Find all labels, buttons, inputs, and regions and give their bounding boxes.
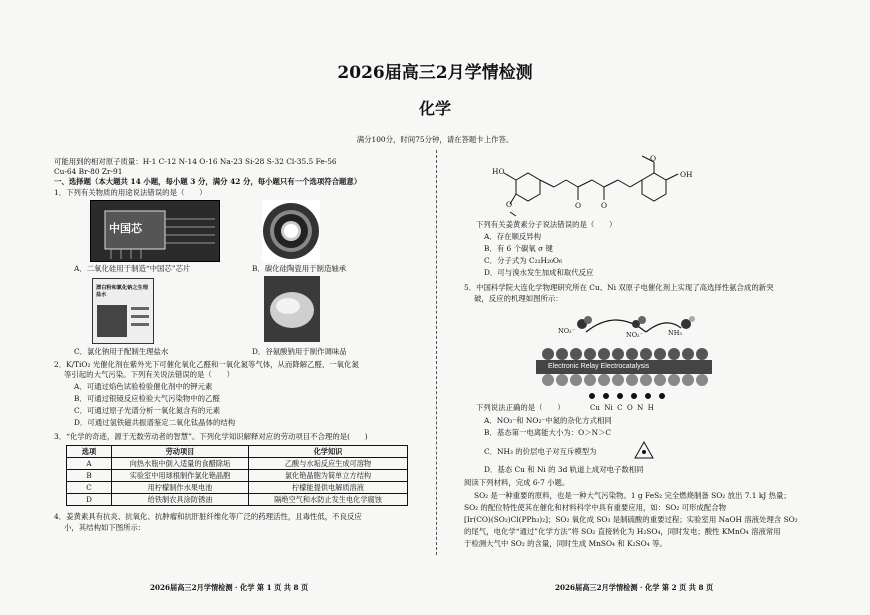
mol-oh-right: OH <box>680 170 693 179</box>
book-text-line <box>131 307 149 310</box>
q5-option-c: C．NH₃ 的价层电子对互斥模型为 <box>484 447 597 456</box>
table-header: 选项 <box>67 446 112 458</box>
legend-cu: Cu <box>590 404 600 412</box>
question-4: 4．姜黄素具有抗炎、抗氧化、抗肿瘤和抗肝脏纤维化等广泛的药理活性，且毒性低，不良反应 <box>54 512 362 521</box>
footer-left: 2026届高三2月学情检测 · 化学 第 1 页 共 8 页 <box>150 583 309 592</box>
q5-option-b: B．基态第一电离能大小为：O＞N＞C <box>484 428 612 437</box>
q1-option-b: B．碳化硅陶瓷用于制造轴承 <box>252 264 347 273</box>
q2-option-b: B．可通过银镜反应检验大气污染物中的乙醛 <box>74 394 220 403</box>
mol-ho-left: HO <box>492 167 505 176</box>
book-label: 漂白粉和氯化钠之生理盐水 <box>96 285 148 298</box>
label-nh3: NH₃ <box>668 329 682 337</box>
question-3: 3．“化学的奇迹，源于无数劳动者的智慧”。下列化学知识解释对应的劳动项目不合理的是( ) <box>54 432 368 441</box>
table-row <box>67 494 408 506</box>
legend-h: H <box>647 404 654 412</box>
section-heading: 一、选择题（本大题共 14 小题，每小题 3 分，满分 42 分，每小题只有一个选项符合题意） <box>54 177 362 186</box>
book-text-line <box>131 315 149 318</box>
footer-right: 2026届高三2月学情检测 · 化学 第 2 页 共 8 页 <box>555 583 714 592</box>
label-no3: NO₃⁻ <box>558 327 576 335</box>
table-cell: 给铁制农具涂防锈油 <box>112 494 249 506</box>
q5-option-d: D．基态 Cu 和 Ni 的 3d 轨道上成对电子数相同 <box>484 465 644 474</box>
q4-option-c: C．分子式为 C₂₁H₂₀O₆ <box>484 256 562 265</box>
question-2-cont: 等引起的大气污染。下列有关说法错误的是（ ） <box>64 370 234 379</box>
material-line-1: SO₂ 是一种重要的原料，也是一种大气污染物。1 g FeS₂ 完全燃烧制备 SO₂ 放出 7.1 kJ 热量； <box>474 491 791 500</box>
q2-option-c: C．可通过原子光谱分析一氧化氮含有的元素 <box>74 406 221 415</box>
book-photo <box>97 305 127 337</box>
q1-option-c: C．氯化钠用于配制生理盐水 <box>74 347 169 356</box>
q1-option-a: A．二氧化硅用于制造“中国芯”芯片 <box>74 264 191 273</box>
legend-c: C <box>617 404 623 412</box>
table-row <box>67 458 408 470</box>
figure-legend <box>590 404 654 412</box>
q2-option-a: A．可通过焰色试验检验催化剂中的钾元素 <box>74 382 213 391</box>
curcumin-structure <box>496 152 696 218</box>
label-no2: NO₂⁻ <box>626 331 644 339</box>
table-cell: 乙酸与水垢反应生成可溶物 <box>249 458 408 470</box>
q3-table <box>66 445 408 506</box>
mol-o-left: O <box>506 200 513 209</box>
q4-option-d: D．可与溴水发生加成和取代反应 <box>484 268 594 277</box>
table-cell: A <box>67 458 112 470</box>
book-text-line <box>131 323 149 326</box>
table-header-row <box>67 446 408 458</box>
msg-crystal-image <box>264 276 320 342</box>
banner-text: Electronic Relay Electrocatalysis <box>548 363 650 370</box>
atomic-masses-2: Cu-64 Br-80 Zr-91 <box>54 167 123 176</box>
table-row <box>67 482 408 494</box>
bearing-image <box>262 200 320 262</box>
table-cell: C <box>67 482 112 494</box>
q4-option-a: A．存在顺反异构 <box>484 232 542 241</box>
legend-n: N <box>637 404 644 412</box>
q5-question: 下列说法正确的是（ ） <box>476 403 565 412</box>
mol-o-mid1: O <box>575 201 582 210</box>
question-5: 5．中国科学院大连化学物理研究所在 Cu、Ni 双原子电催化剂上实现了高选择性氨合成的新突 <box>464 283 774 292</box>
page-title: 2026届高三2月学情检测 <box>337 63 533 83</box>
legend-o: O <box>626 404 633 412</box>
column-divider <box>436 150 438 555</box>
chip-label: 中国芯 <box>109 222 142 235</box>
table-cell: B <box>67 470 112 482</box>
q4-option-b: B．有 6 个碳氧 σ 键 <box>484 244 553 253</box>
book-image <box>92 278 154 344</box>
q4-question: 下列有关姜黄素分子说法错误的是（ ） <box>476 220 617 229</box>
question-4-cont: 小，其结构如下图所示： <box>64 523 146 532</box>
table-cell: 向热水瓶中倒入适量的食醋除垢 <box>112 458 249 470</box>
legend-ni: Ni <box>604 404 613 412</box>
material-line-4: 的尾气，电化学“通过”化学方法”将 SO₂ 直接转化为 H₂SO₄，同时发电；酸性 KMnO₄ 溶液常用 <box>464 527 781 536</box>
table-cell: D <box>67 494 112 506</box>
material-line-5: 于检测大气中 SO₂ 的含量，同时生成 MnSO₄ 和 K₂SO₄ 等。 <box>464 539 667 548</box>
reading-instruction: 阅读下列材料，完成 6-7 小题。 <box>464 478 570 487</box>
table-header: 劳动项目 <box>112 446 249 458</box>
question-5-cont: 破，反应的机理如图所示： <box>474 294 563 303</box>
mechanism-figure <box>536 310 712 402</box>
table-header: 化学知识 <box>249 446 408 458</box>
exam-note: 满分100分，时间75分钟，请在答题卡上作答。 <box>356 135 514 144</box>
atomic-masses: 可能用到的相对原子质量：H-1 C-12 N-14 O-16 Na-23 Si-28 S-32 Cl-35.5 Fe-56 <box>54 157 337 166</box>
material-line-2: SO₂ 的配位特性使其在催化和材料科学中具有重要应用，如：SO₂ 可形成配合物 <box>464 503 726 512</box>
table-cell: 柠檬能提供电解质溶液 <box>249 482 408 494</box>
chip-image <box>90 200 220 262</box>
q5-option-a: A．NO₃⁻和 NO₂⁻中氮的杂化方式相同 <box>484 416 612 425</box>
table-cell: 氯化铯晶胞为简单立方结构 <box>249 470 408 482</box>
q1-option-d: D．谷氨酸钠用于制作调味品 <box>252 347 347 356</box>
vsepr-model-icon <box>632 440 656 462</box>
table-cell: 实验室中用球根制作氯化铯晶胞 <box>112 470 249 482</box>
subject-title: 化学 <box>418 99 451 118</box>
mol-o-mid2: O <box>601 201 608 210</box>
question-1: 1．下列有关物质的用途说法错误的是（ ） <box>54 188 207 197</box>
mol-o-right: O <box>650 154 657 163</box>
q2-option-d: D．可通过氢铁磁共振谱鉴定二氧化钛晶体的结构 <box>74 418 236 427</box>
table-cell: 隔绝空气和水防止发生电化学腐蚀 <box>249 494 408 506</box>
table-row <box>67 470 408 482</box>
table-cell: 用柠檬制作水果电池 <box>112 482 249 494</box>
material-line-3: [Ir(CO)(SO₂)Cl(PPh₃)₂]；SO₂ 氧化成 SO₃ 是制硫酸的重要过程；实验室用 NaOH 溶液处理含 SO₂ <box>464 515 798 524</box>
question-2: 2．K/TiO₂ 光催化剂在紫外光下可催化氧化乙醛和一氧化氮等气体，从而降解乙醛、一氧化氮 <box>54 360 359 369</box>
